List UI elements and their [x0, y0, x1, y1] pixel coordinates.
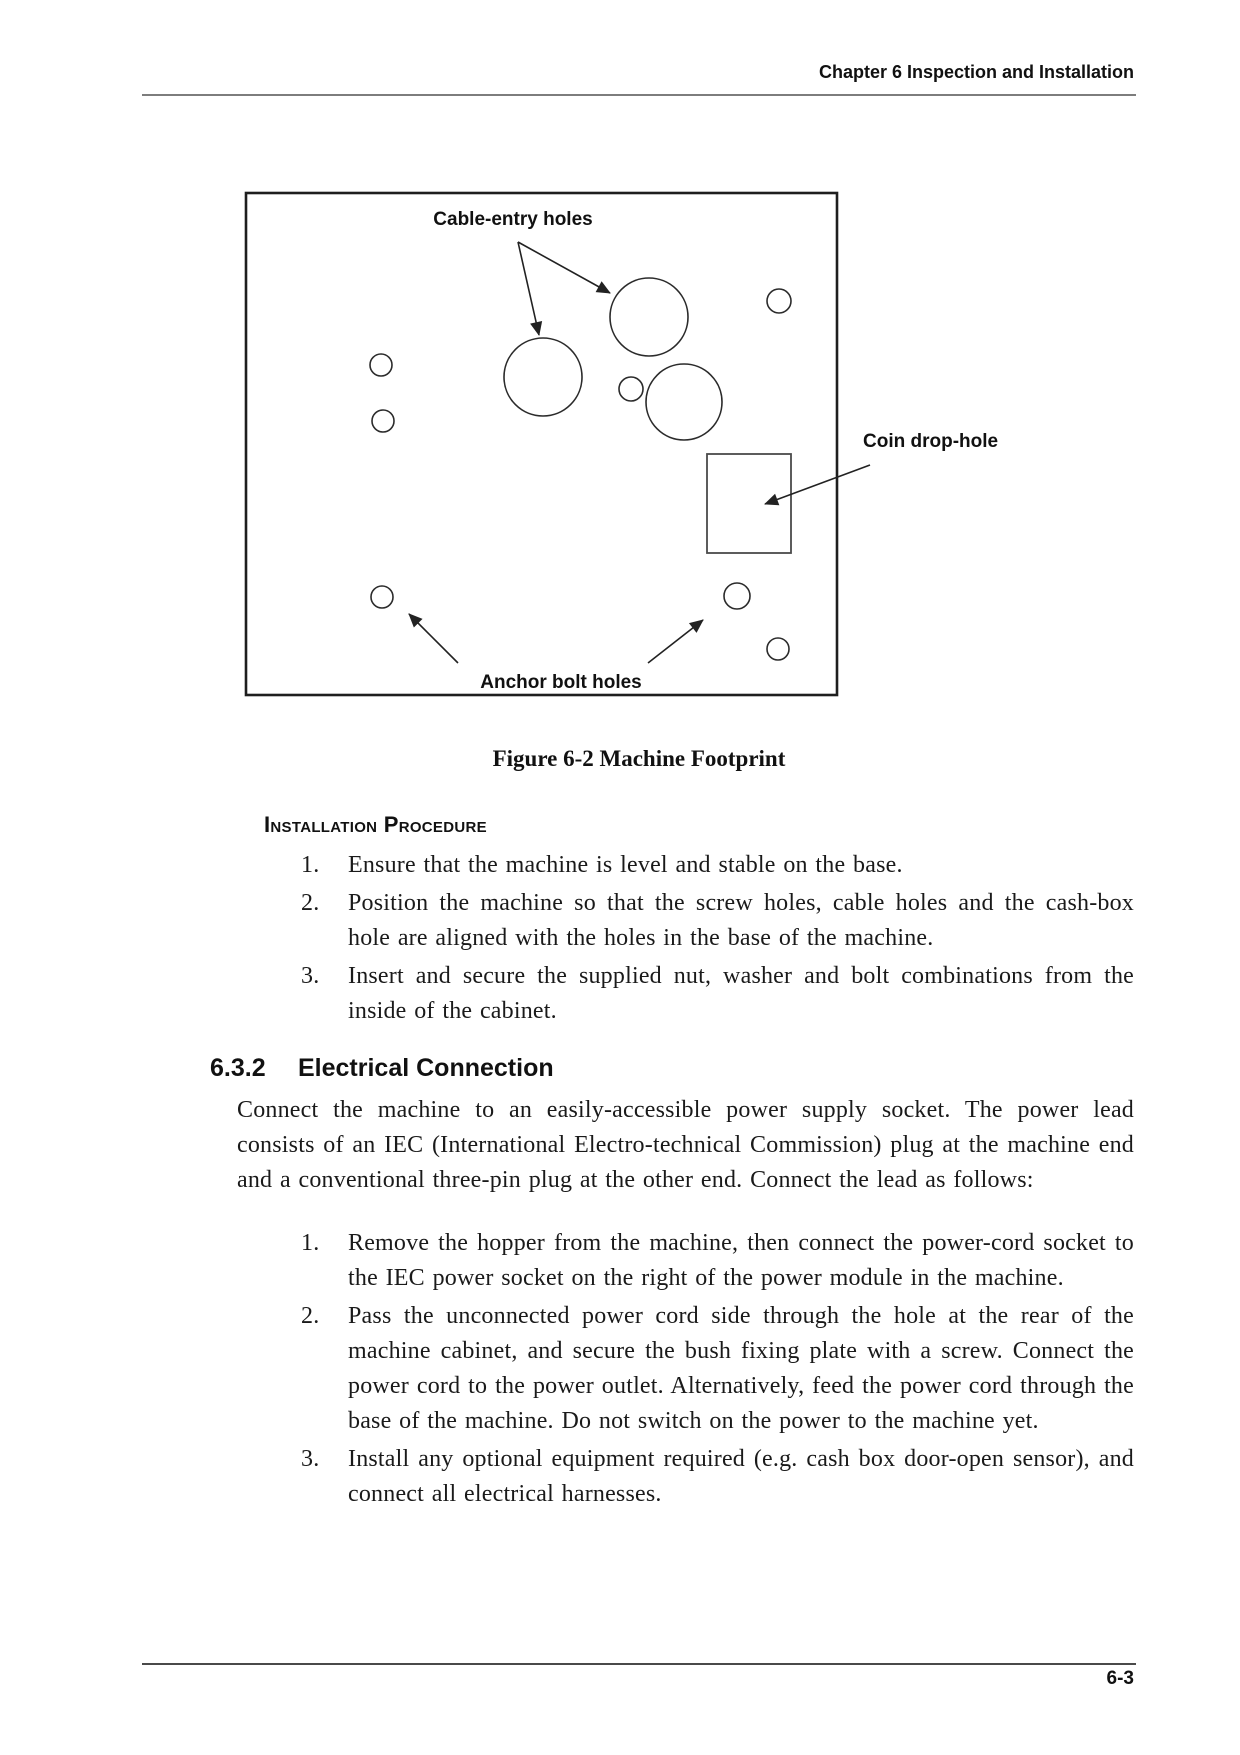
item-number: 1. — [301, 852, 320, 878]
list-item — [301, 959, 1134, 1029]
electrical-connection-heading — [210, 1054, 554, 1083]
section-number: 6.3.2 — [210, 1054, 266, 1082]
figure-caption: Figure 6-2 Machine Footprint — [492, 746, 786, 771]
list-item — [301, 886, 1134, 956]
list-item — [301, 1442, 1134, 1512]
figure-frame — [246, 193, 837, 695]
coin-drop-label: Coin drop-hole — [863, 431, 999, 452]
item-text: Insert and secure the supplied nut, washer and bolt combinations from the inside of the cabinet. — [348, 963, 1134, 1024]
chapter-header: Chapter 6 Inspection and Installation — [818, 62, 1134, 82]
electrical-intro-paragraph: Connect the machine to an easily-accessible power supply socket. The power lead consists of an IEC (International Electro-technical Commission) plug at the machine end and a conventional three-pin plug at the other end. Connect the lead as follows: — [237, 1097, 1134, 1193]
item-text: Ensure that the machine is level and stable on the base. — [348, 852, 903, 878]
cable-entry-label: Cable-entry holes — [433, 209, 593, 230]
list-item — [301, 1226, 1134, 1296]
anchor-bolt-label: Anchor bolt holes — [480, 672, 642, 693]
machine-footprint-figure — [230, 180, 1040, 710]
header-rule — [142, 94, 1136, 96]
item-text: Install any optional equipment required (e.g. cash box door-open sensor), and connect all electrical harnesses. — [348, 1446, 1134, 1507]
list-item — [301, 1299, 1134, 1439]
section-title: Electrical Connection — [298, 1054, 554, 1082]
item-number: 2. — [301, 890, 320, 916]
list-item — [301, 848, 1134, 883]
item-number: 3. — [301, 1446, 320, 1472]
item-number: 1. — [301, 1230, 320, 1256]
item-text: Remove the hopper from the machine, then connect the power-cord socket to the IEC power socket on the right of the power module in the machine. — [348, 1230, 1134, 1291]
electrical-connection-list — [301, 1226, 1134, 1515]
item-text: Pass the unconnected power cord side through the hole at the rear of the machine cabinet, and secure the bush fixing plate with a screw. Connect the power cord to the power outlet. Alternatively, feed the power cord through the base of the machine. Do not switch on the power to the machine yet. — [348, 1303, 1134, 1434]
item-number: 2. — [301, 1303, 320, 1329]
item-text: Position the machine so that the screw holes, cable holes and the cash-box hole are aligned with the holes in the base of the machine. — [348, 890, 1134, 951]
item-number: 3. — [301, 963, 320, 989]
installation-procedure-heading: Installation Procedure — [264, 812, 487, 837]
page-number: 6-3 — [1106, 1668, 1134, 1689]
footer-rule — [142, 1663, 1136, 1665]
installation-procedure-list — [301, 848, 1134, 1032]
